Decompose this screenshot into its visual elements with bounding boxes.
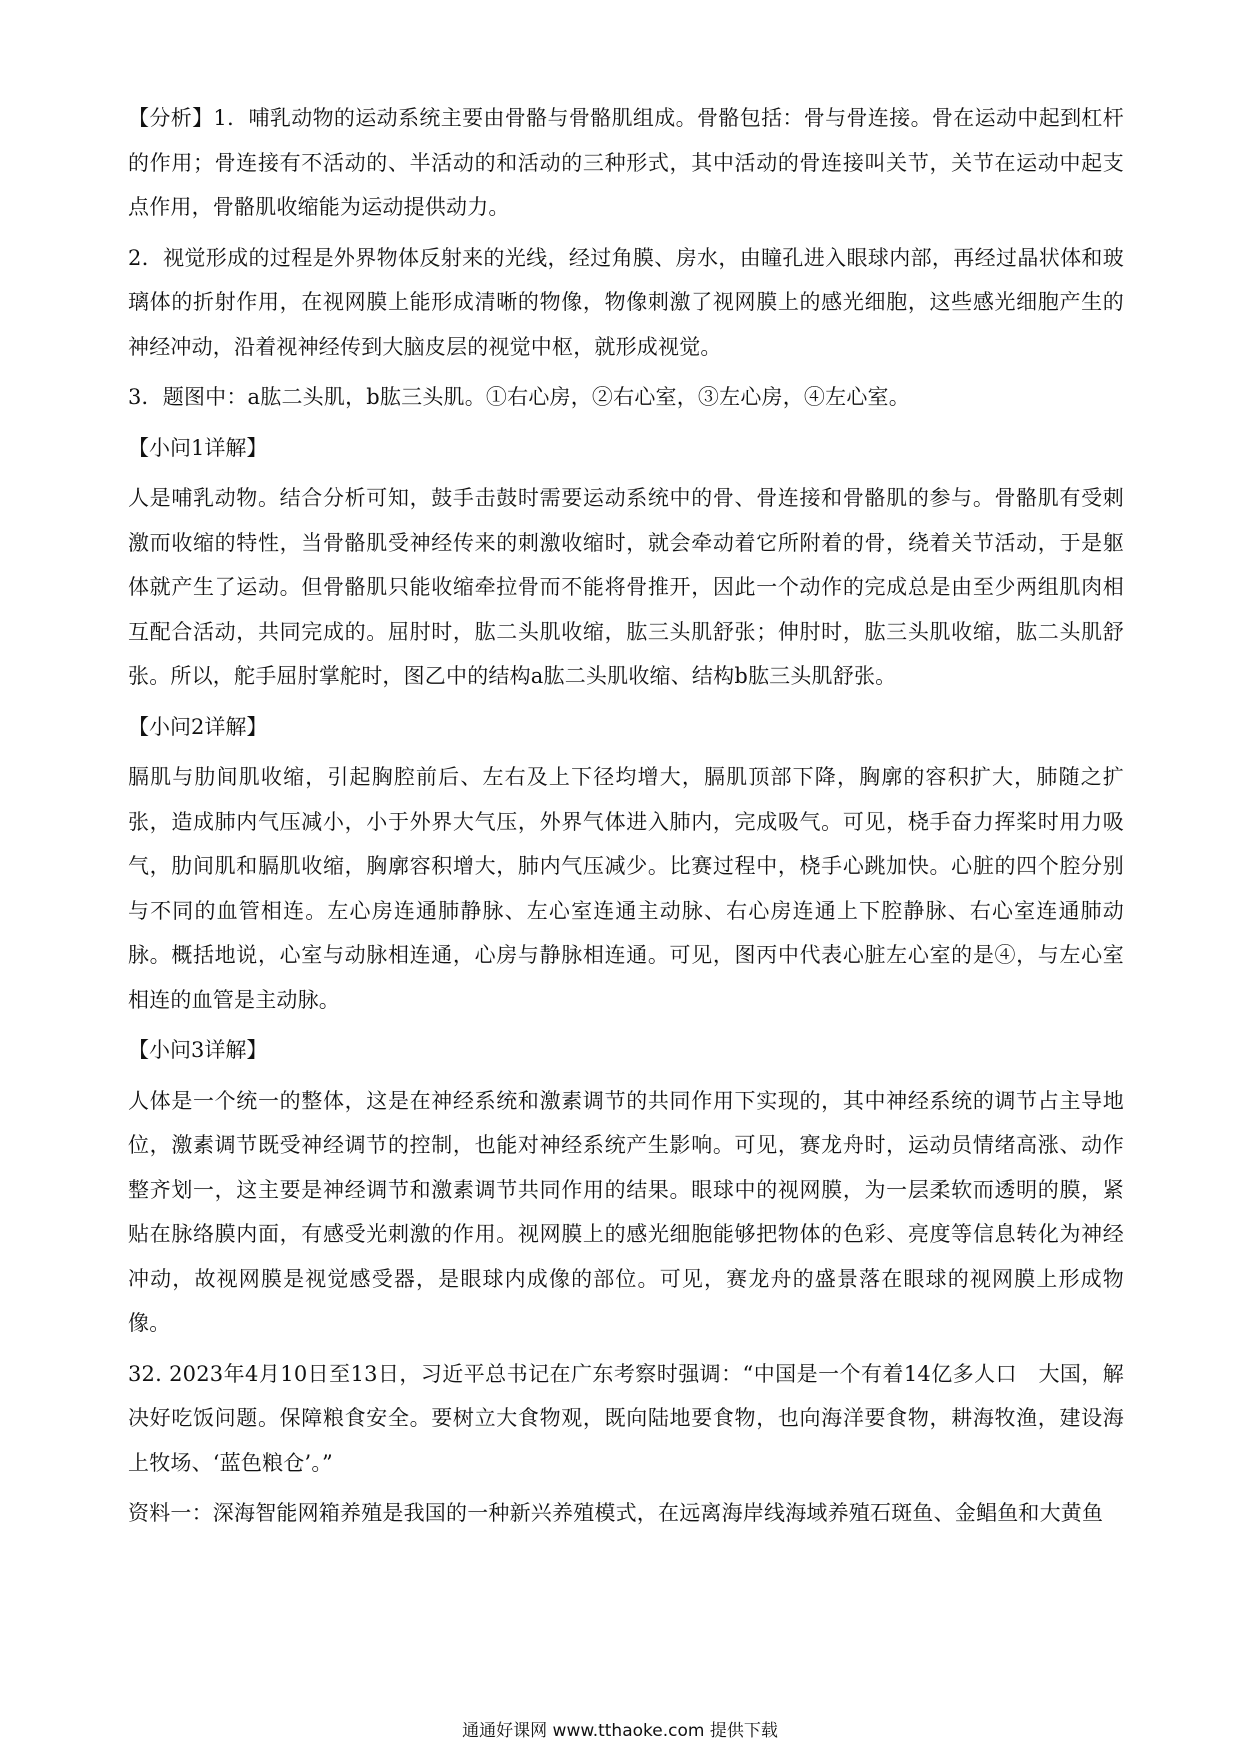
q3-heading: 【小问3详解】: [128, 1038, 268, 1062]
analysis-paragraph-3: 3．题图中：a肱二头肌，b肱三头肌。①右心房，②右心室，③左心房，④左心室。: [128, 385, 910, 409]
q1-body: 人是哺乳动物。结合分析可知，鼓手击鼓时需要运动系统中的骨、骨连接和骨骼肌的参与。骨骼肌有受刺激而收缩的特性，当骨骼肌受神经传来的刺激收缩时，就会牵动着它所附着的骨，绕着关节活动，于是躯体就产生了运动。但骨骼肌只能收缩牵拉骨而不能将骨推开，因此一个动作的完成总是由至少两组肌肉相互配合活动，共同完成的。屈肘时，肱二头肌收缩，肱三头肌舒张；伸肘时，肱三头肌收缩，肱二头肌舒张。所以，舵手屈肘掌舵时，图乙中的结构a肱二头肌收缩、结构b肱三头肌舒张。: [128, 486, 1124, 688]
q2-body: 膈肌与肋间肌收缩，引起胸腔前后、左右及上下径均增大，膈肌顶部下降，胸廓的容积扩大，肺随之扩张，造成肺内气压减小，小于外界大气压，外界气体进入肺内，完成吸气。可见，桡手奋力挥桨时用力吸气，肋间肌和膈肌收缩，胸廓容积增大，肺内气压减少。比赛过程中，桡手心跳加快。心脏的四个腔分别与不同的血管相连。左心房连通肺静脉、左心室连通主动脉、右心房连通上下腔静脉、右心室连通肺动脉。概括地说，心室与动脉相连通，心房与静脉相连通。可见，图丙中代表心脏左心室的是④，与左心室相连的血管是主动脉。: [128, 765, 1124, 1012]
q2-heading: 【小问2详解】: [128, 714, 268, 739]
footer-watermark: 通通好课网 www.tthaoke.com 提供下载: [462, 1721, 778, 1741]
question-32-stem: 32. 2023年4月10日至13日，习近平总书记在广东考察时强调：“中国是一个有着14亿多人口 大国，解决好吃饭问题。保障粮食安全。要树立大食物观，既向陆地要食物，也向海洋要食物，耕海牧渔，建设海上牧场、‘蓝色粮仓’。”: [128, 1361, 1124, 1475]
analysis-paragraph-1: 【分析】1．哺乳动物的运动系统主要由骨骼与骨骼肌组成。骨骼包括：骨与骨连接。骨在运动中起到杠杆的作用；骨连接有不活动的、半活动的和活动的三种形式，其中活动的骨连接叫关节，关节在运动中起支点作用，骨骼肌收缩能为运动提供动力。: [128, 106, 1124, 219]
q1-heading: 【小问1详解】: [128, 435, 268, 460]
document-body: [128, 96, 1124, 1542]
material-1-text: 资料一：深海智能网箱养殖是我国的一种新兴养殖模式，在远离海岸线海域养殖石斑鱼、金鲳鱼和大黄鱼: [128, 1501, 1104, 1525]
q3-body: 人体是一个统一的整体，这是在神经系统和激素调节的共同作用下实现的，其中神经系统的调节占主导地位，激素调节既受神经调节的控制，也能对神经系统产生影响。可见，赛龙舟时，运动员情绪高涨、动作整齐划一，这主要是神经调节和激素调节共同作用的结果。眼球中的视网膜，为一层柔软而透明的膜，紧贴在脉络膜内面，有感受光刺激的作用。视网膜上的感光细胞能够把物体的色彩、亮度等信息转化为神经冲动，故视网膜是视觉感受器，是眼球内成像的部位。可见，赛龙舟的盛景落在眼球的视网膜上形成物像。: [128, 1088, 1124, 1335]
analysis-paragraph-2: 2．视觉形成的过程是外界物体反射来的光线，经过角膜、房水，由瞳孔进入眼球内部，再经过晶状体和玻璃体的折射作用，在视网膜上能形成清晰的物像，物像刺激了视网膜上的感光细胞，这些感光细胞产生的神经冲动，沿着视神经传到大脑皮层的视觉中枢，就形成视觉。: [128, 245, 1124, 359]
